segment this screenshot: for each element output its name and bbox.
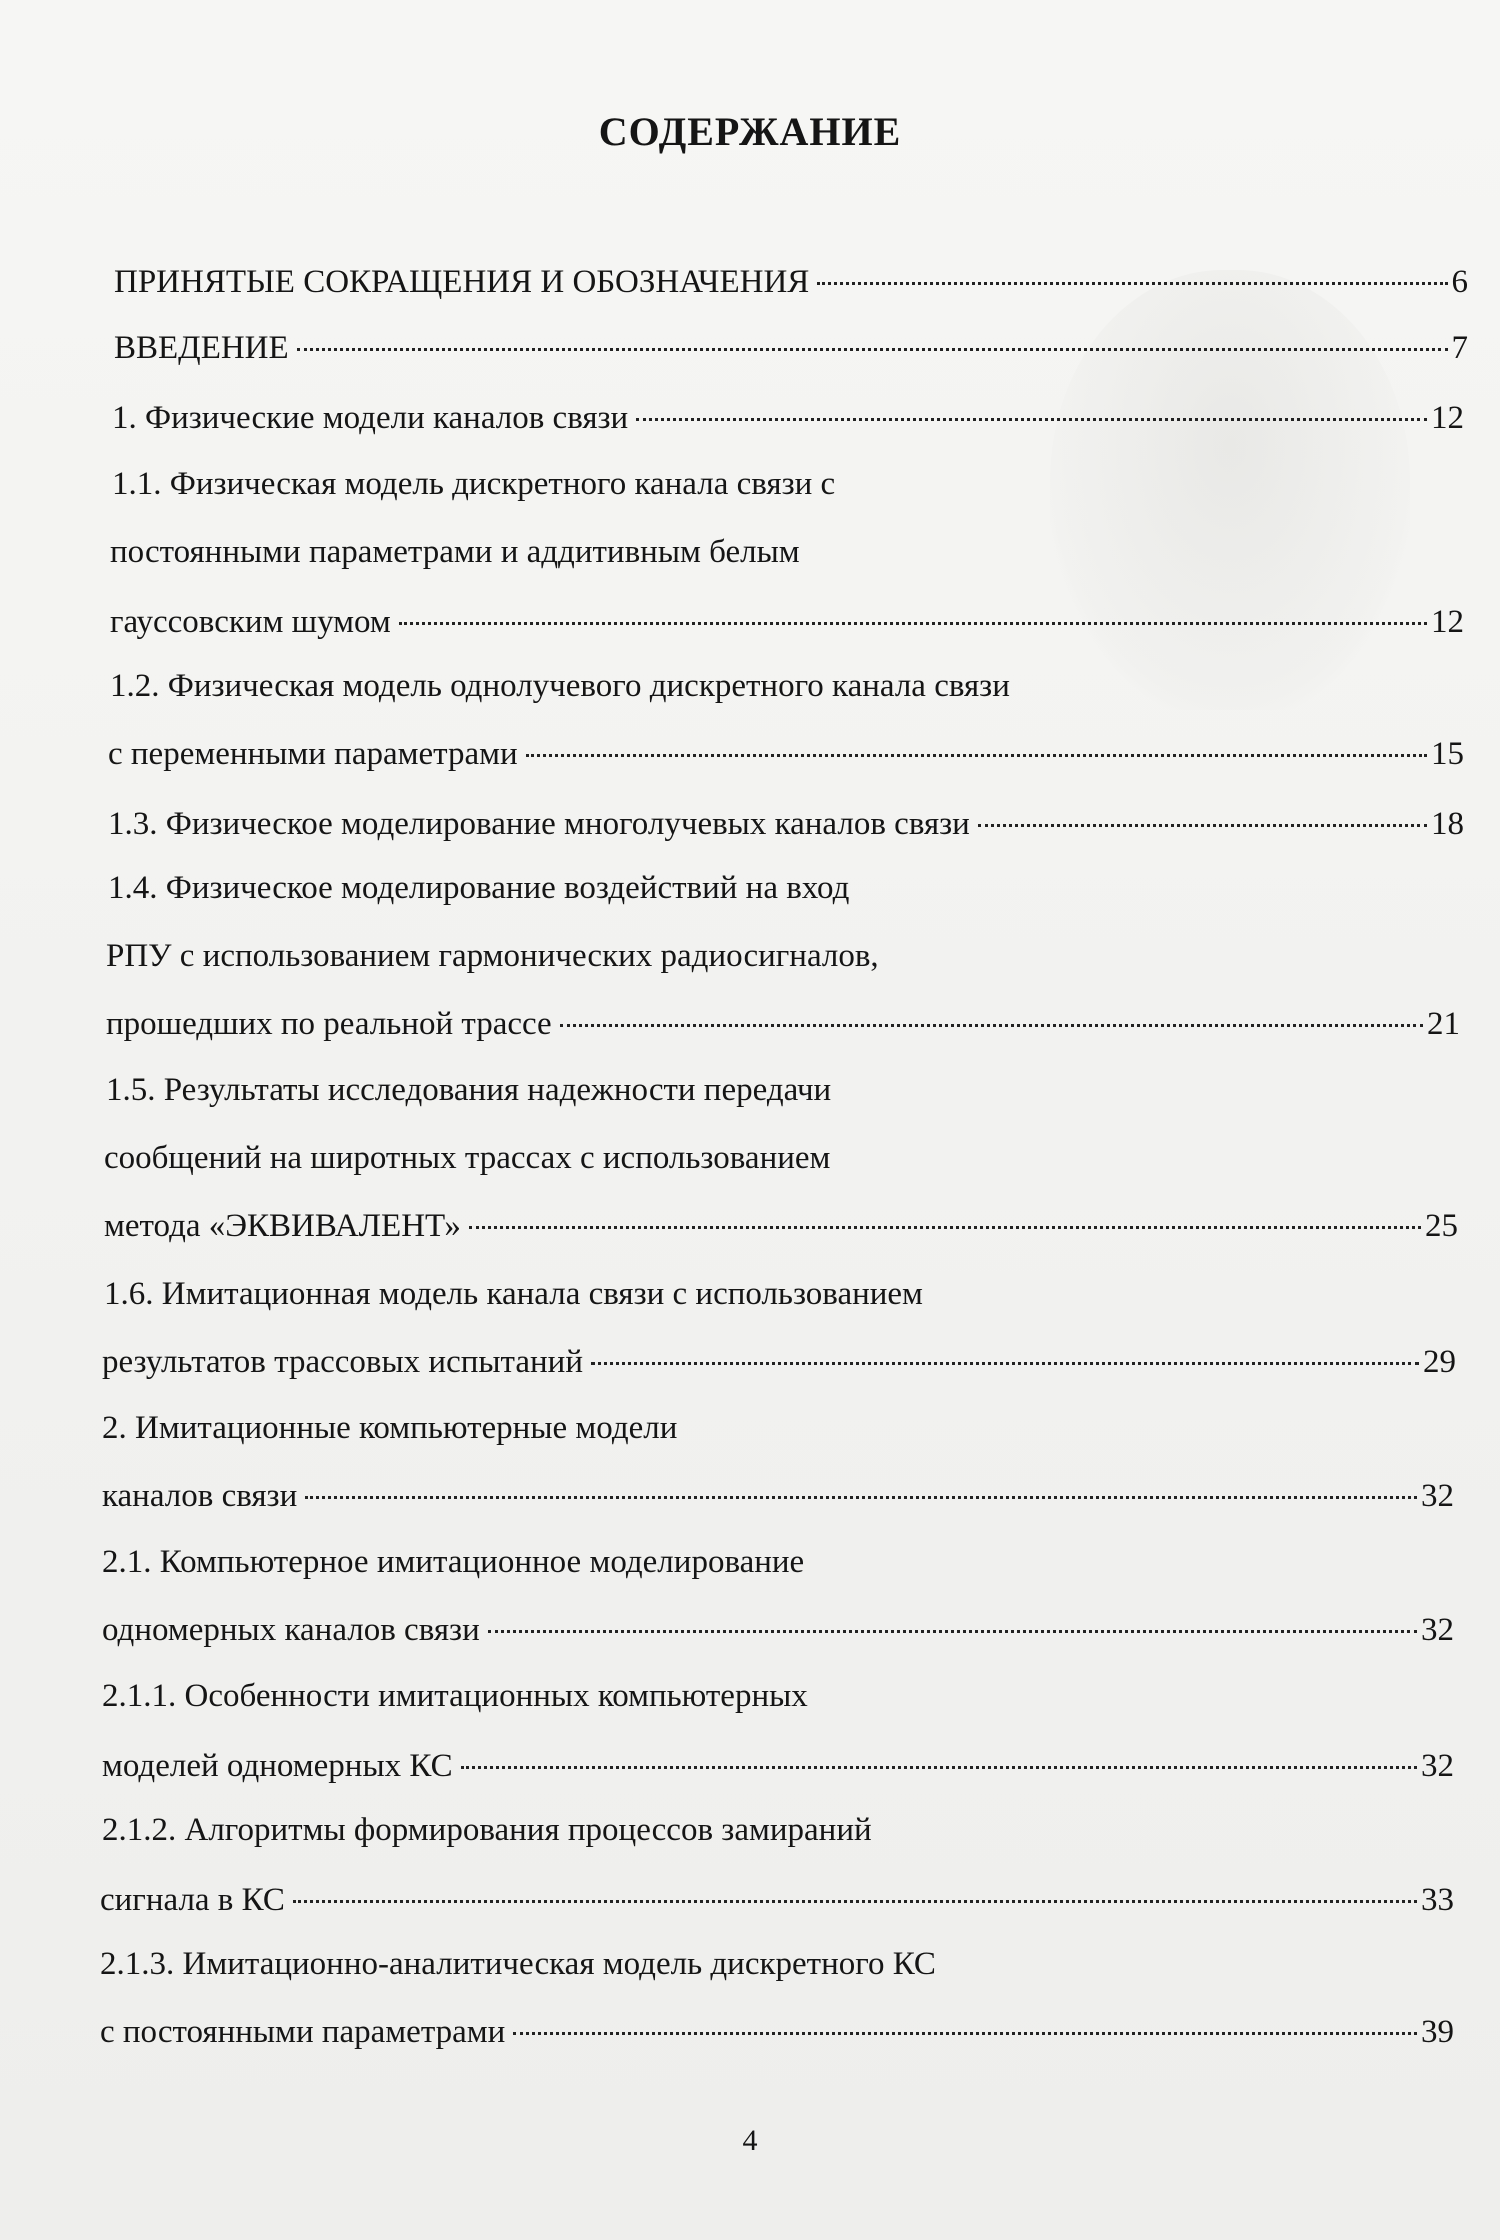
toc-entry-text: метода «ЭКВИВАЛЕНТ» [104,1208,461,1244]
toc-entry-text: 2.1.2. Алгоритмы формирования процессов замираний [102,1812,872,1848]
toc-entry [102,1746,1454,1786]
toc-entry-text: с постоянными параметрами [100,2014,506,2050]
toc-entry-text: 2.1.1. Особенности имитационных компьютерных [102,1678,808,1714]
toc-entry-text: РПУ с использованием гармонических радиосигналов, [106,938,879,974]
toc-entry-text: 1.1. Физическая модель дискретного канала связи с [112,466,836,502]
toc-entry-page: 25 [1425,1208,1458,1244]
leader-dots [513,2032,1417,2035]
toc-entry [104,1206,1458,1246]
toc-entry-page: 33 [1421,1882,1454,1918]
toc-entry-text: 2.1. Компьютерное имитационное моделирование [102,1544,805,1580]
contents-title: СОДЕРЖАНИЕ [598,109,902,154]
leader-dots [488,1630,1417,1633]
toc-entry-text: моделей одномерных КС [102,1748,453,1784]
toc-entry-page: 32 [1421,1478,1454,1514]
leader-dots [817,282,1447,285]
toc-entry-text: 2.1.3. Имитационно-аналитическая модель дискретного КС [100,1946,936,1982]
leader-dots [469,1226,1421,1229]
toc-entry-page: 29 [1423,1344,1456,1380]
leader-dots [636,418,1427,421]
toc-entry-text: сигнала в КС [100,1882,285,1918]
toc-entry [102,1610,1454,1650]
toc-entry-page: 18 [1431,806,1464,842]
toc-entry [102,1342,1456,1382]
toc-entry-text: сообщений на широтных трассах с использованием [104,1140,831,1176]
leader-dots [526,754,1427,757]
toc-entry-text: одномерных каналов связи [102,1612,480,1648]
leader-dots [591,1362,1419,1365]
leader-dots [399,622,1427,625]
toc-entry-text: 1.3. Физическое моделирование многолучевых каналов связи [108,806,970,842]
toc-entry [106,1004,1460,1044]
toc-entry-text: ВВЕДЕНИЕ [114,330,289,366]
toc-entry [108,734,1464,774]
toc-entry-text: 1.4. Физическое моделирование воздействий на вход [108,870,850,906]
toc-entry-page: 32 [1421,1748,1454,1784]
toc-entry [114,328,1468,368]
toc-entry [114,262,1468,302]
toc-entry-text: 2. Имитационные компьютерные модели [102,1410,678,1446]
leader-dots [560,1024,1423,1027]
toc-entry-page: 7 [1451,330,1468,366]
leader-dots [297,348,1448,351]
toc-entry-text: гауссовским шумом [110,604,391,640]
toc-entry [110,602,1464,642]
toc-entry-page: 6 [1451,264,1468,300]
toc-entry-text: 1.6. Имитационная модель канала связи с использованием [104,1276,923,1312]
toc-entry [100,2012,1454,2052]
leader-dots [305,1496,1417,1499]
toc-entry-text: ПРИНЯТЫЕ СОКРАЩЕНИЯ И ОБОЗНАЧЕНИЯ [114,264,810,300]
toc-entry-text: 1. Физические модели каналов связи [112,400,629,436]
leader-dots [461,1766,1417,1769]
toc-entry-text: 1.2. Физическая модель однолучевого дискретного канала связи [110,668,1010,704]
toc-entry [100,1880,1454,1920]
page-number: 4 [742,2124,758,2157]
toc-entry-text: результатов трассовых испытаний [102,1344,583,1380]
toc-entry-page: 39 [1421,2014,1454,2050]
toc-entry-text: с переменными параметрами [108,736,518,772]
leader-dots [293,1900,1417,1903]
toc-entry-text: постоянными параметрами и аддитивным белым [110,534,800,570]
toc-entry-page: 32 [1421,1612,1454,1648]
toc-entry-text: каналов связи [102,1478,298,1514]
toc-entry-text: прошедших по реальной трассе [106,1006,552,1042]
toc-entry-page: 21 [1427,1006,1460,1042]
toc-entry-page: 12 [1431,400,1464,436]
toc-entry [108,804,1464,844]
toc-entry [102,1476,1454,1516]
toc-entry-page: 15 [1431,736,1464,772]
toc-entry-text: 1.5. Результаты исследования надежности передачи [106,1072,832,1108]
toc-entry [112,398,1464,438]
toc-entry-page: 12 [1431,604,1464,640]
leader-dots [978,824,1427,827]
